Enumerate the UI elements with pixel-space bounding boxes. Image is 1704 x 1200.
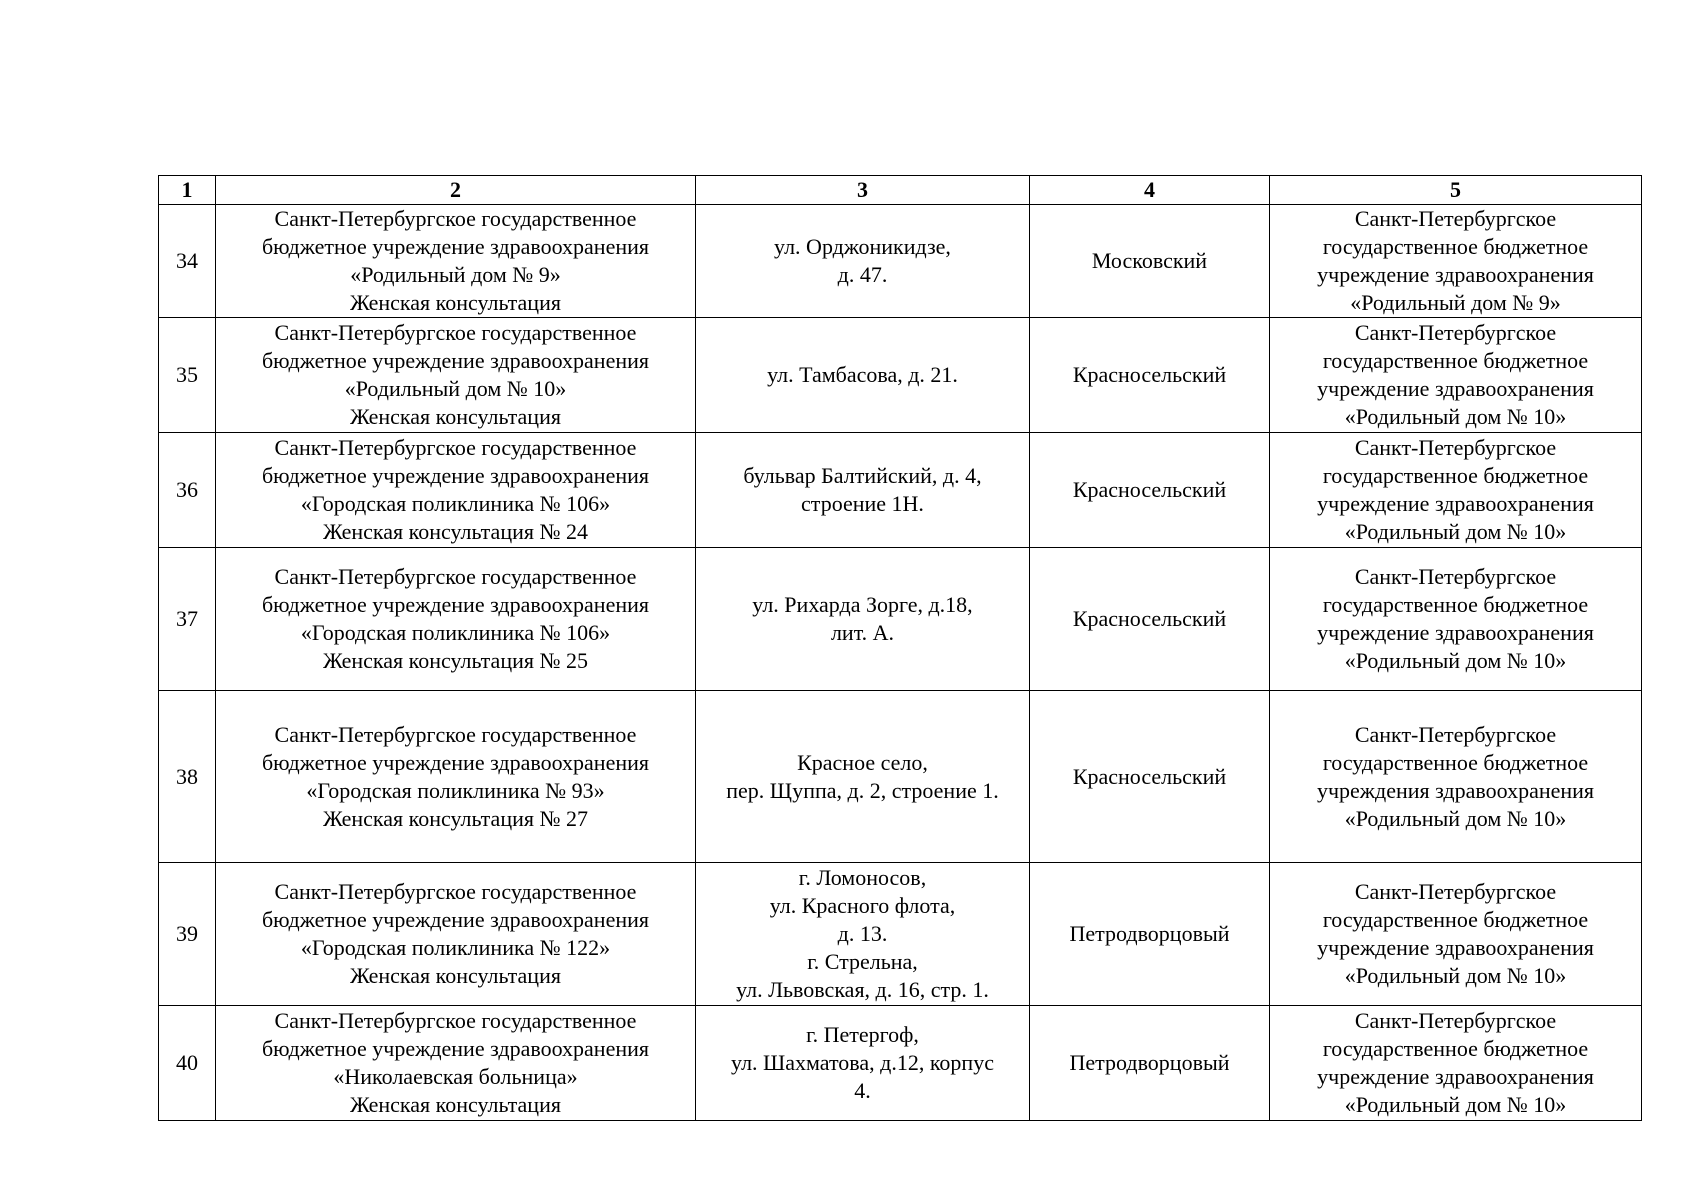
- institution-name: Санкт-Петербургское государственное бюджетное учреждение здравоохранения «Городская поликлиника № 106» Женская консультация № 24: [216, 433, 696, 548]
- parent-institution: Санкт-Петербургское государственное бюджетное учреждение здравоохранения «Родильный дом № 10»: [1270, 863, 1642, 1006]
- district: Красносельский: [1030, 691, 1270, 863]
- row-number: 34: [159, 205, 216, 318]
- institutions-table: [158, 175, 1642, 1121]
- table-row: [159, 1006, 1642, 1121]
- address: г. Петергоф, ул. Шахматова, д.12, корпус 4.: [696, 1006, 1030, 1121]
- district: Красносельский: [1030, 318, 1270, 433]
- district: Красносельский: [1030, 433, 1270, 548]
- institution-name: Санкт-Петербургское государственное бюджетное учреждение здравоохранения «Родильный дом № 9» Женская консультация: [216, 205, 696, 318]
- parent-institution: Санкт-Петербургское государственное бюджетное учреждения здравоохранения «Родильный дом № 10»: [1270, 691, 1642, 863]
- address: ул. Орджоникидзе, д. 47.: [696, 205, 1030, 318]
- institution-name: Санкт-Петербургское государственное бюджетное учреждение здравоохранения «Николаевская больница» Женская консультация: [216, 1006, 696, 1121]
- address: г. Ломоносов, ул. Красного флота, д. 13. г. Стрельна, ул. Львовская, д. 16, стр. 1.: [696, 863, 1030, 1006]
- table-row: [159, 318, 1642, 433]
- column-header-1: 1: [159, 176, 216, 205]
- table-row: [159, 863, 1642, 1006]
- column-header-5: 5: [1270, 176, 1642, 205]
- table-row: [159, 548, 1642, 691]
- row-number: 39: [159, 863, 216, 1006]
- address: Красное село, пер. Щуппа, д. 2, строение 1.: [696, 691, 1030, 863]
- institution-name: Санкт-Петербургское государственное бюджетное учреждение здравоохранения «Городская поликлиника № 93» Женская консультация № 27: [216, 691, 696, 863]
- row-number: 40: [159, 1006, 216, 1121]
- institution-name: Санкт-Петербургское государственное бюджетное учреждение здравоохранения «Родильный дом № 10» Женская консультация: [216, 318, 696, 433]
- row-number: 35: [159, 318, 216, 433]
- district: Красносельский: [1030, 548, 1270, 691]
- parent-institution: Санкт-Петербургское государственное бюджетное учреждение здравоохранения «Родильный дом № 10»: [1270, 318, 1642, 433]
- district: Московский: [1030, 205, 1270, 318]
- column-header-3: 3: [696, 176, 1030, 205]
- table-row: [159, 433, 1642, 548]
- column-header-4: 4: [1030, 176, 1270, 205]
- column-header-2: 2: [216, 176, 696, 205]
- parent-institution: Санкт-Петербургское государственное бюджетное учреждение здравоохранения «Родильный дом № 10»: [1270, 548, 1642, 691]
- district: Петродворцовый: [1030, 863, 1270, 1006]
- parent-institution: Санкт-Петербургское государственное бюджетное учреждение здравоохранения «Родильный дом № 10»: [1270, 1006, 1642, 1121]
- row-number: 36: [159, 433, 216, 548]
- header-row: [159, 176, 1642, 205]
- district: Петродворцовый: [1030, 1006, 1270, 1121]
- address: ул. Рихарда Зорге, д.18, лит. А.: [696, 548, 1030, 691]
- row-number: 38: [159, 691, 216, 863]
- table-row: [159, 691, 1642, 863]
- address: бульвар Балтийский, д. 4, строение 1Н.: [696, 433, 1030, 548]
- parent-institution: Санкт-Петербургское государственное бюджетное учреждение здравоохранения «Родильный дом № 9»: [1270, 205, 1642, 318]
- institution-name: Санкт-Петербургское государственное бюджетное учреждение здравоохранения «Городская поликлиника № 122» Женская консультация: [216, 863, 696, 1006]
- table-row: [159, 205, 1642, 318]
- address: ул. Тамбасова, д. 21.: [696, 318, 1030, 433]
- institution-name: Санкт-Петербургское государственное бюджетное учреждение здравоохранения «Городская поликлиника № 106» Женская консультация № 25: [216, 548, 696, 691]
- row-number: 37: [159, 548, 216, 691]
- parent-institution: Санкт-Петербургское государственное бюджетное учреждение здравоохранения «Родильный дом № 10»: [1270, 433, 1642, 548]
